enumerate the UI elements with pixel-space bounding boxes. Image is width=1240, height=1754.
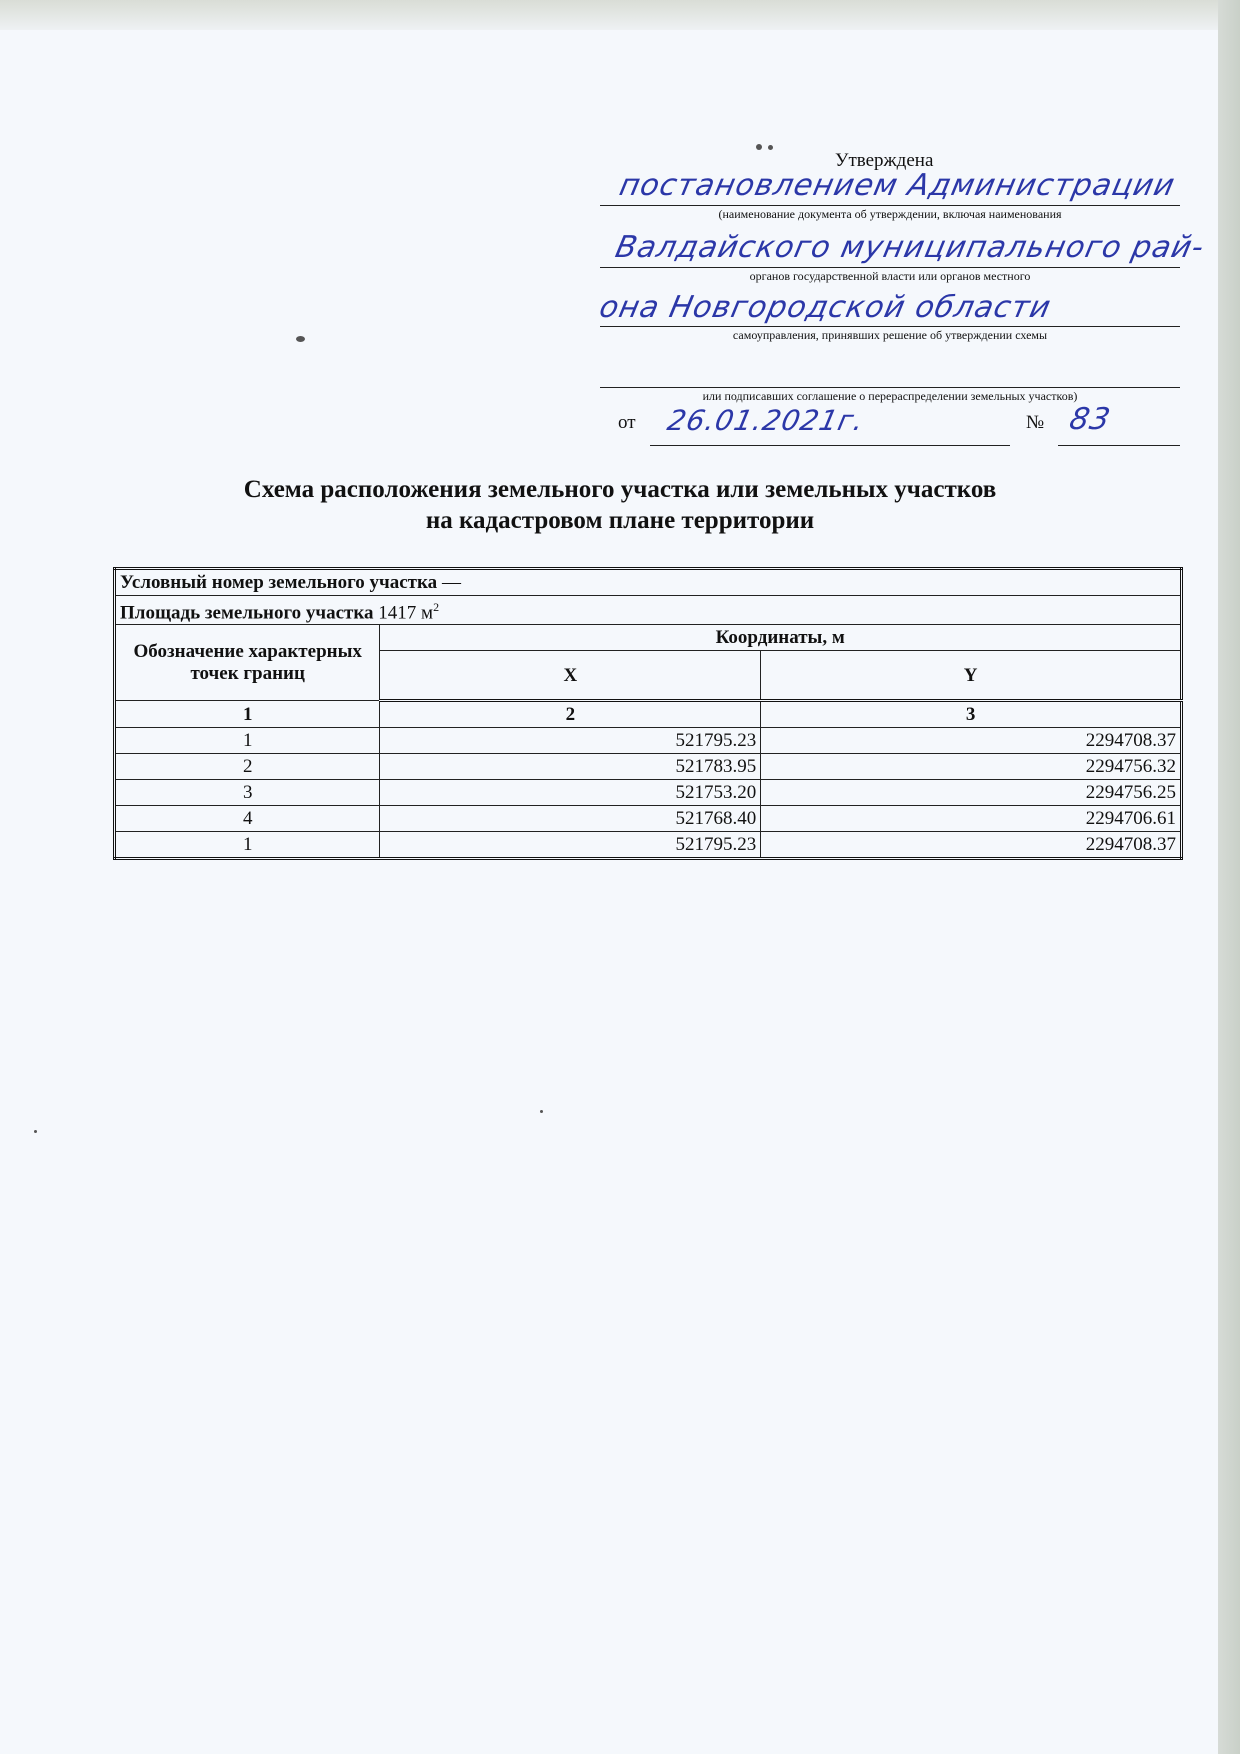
approval-line-1 [600,205,1180,206]
y-cell: 2294708.37 [761,728,1182,754]
point-cell: 4 [115,806,380,832]
scan-speck [540,1110,543,1113]
handwritten-date: 26.01.2021г. [664,404,868,437]
x-cell: 521783.95 [380,754,761,780]
column-number: 2 [380,701,761,728]
date-label: от [618,412,636,433]
y-cell: 2294756.25 [761,780,1182,806]
title-line-2: на кадастровом плане территории [425,507,815,534]
x-cell: 521795.23 [380,832,761,859]
approved-title: Утверждена [835,150,934,171]
y-column-header: Y [761,651,1182,701]
table-row [115,728,1182,754]
point-cell: 2 [115,754,380,780]
approval-line-4 [600,387,1180,388]
column-number: 3 [761,701,1182,728]
handwritten-region-name: она Новгородской области [596,290,1055,325]
point-cell: 1 [115,728,380,754]
column-number-row [115,701,1182,728]
date-line [650,445,1010,446]
table-row [115,806,1182,832]
area-value: 1417 м [378,602,434,624]
handwritten-document-name: постановлением Администрации [616,168,1179,203]
scan-speck [756,144,762,150]
scan-speck [768,145,773,150]
coordinates-table [113,567,1183,860]
column-number: 1 [115,701,380,728]
approval-caption-1: (наименование документа об утверждении, включая наименования [718,207,1062,221]
header-row-1 [115,625,1182,651]
points-column-header: Обозначение характерных точек границ [115,625,380,701]
title-line-1: Схема расположения земельного участка или земельных участков [243,476,997,503]
number-label: № [1026,412,1045,433]
scan-top-edge [0,0,1240,30]
y-cell: 2294708.37 [761,832,1182,859]
x-cell: 521753.20 [380,780,761,806]
plot-number-value: — [441,572,461,593]
coordinates-column-header: Координаты, м [380,625,1182,651]
y-cell: 2294756.32 [761,754,1182,780]
table-row [115,832,1182,859]
approval-line-3 [600,326,1180,327]
approval-caption-2: органов государственной власти или органов местного [749,269,1031,283]
x-cell: 521795.23 [380,728,761,754]
approval-line-2 [600,267,1180,268]
area-row [115,596,1182,625]
table-row [115,754,1182,780]
plot-number-label: Условный номер земельного участка [120,572,438,593]
point-cell: 1 [115,832,380,859]
area-unit-superscript: 2 [433,600,440,614]
number-line [1058,445,1180,446]
scan-right-edge [1218,0,1240,1754]
approval-caption-3: самоуправления, принявших решение об утверждении схемы [732,328,1048,342]
table-row [115,780,1182,806]
scan-speck [34,1130,37,1133]
scan-speck [296,336,305,342]
document-page [0,30,1218,1754]
approval-caption-4: или подписавших соглашение о перераспределении земельных участков) [702,389,1078,403]
x-column-header: X [380,651,761,701]
plot-number-row [115,569,1182,596]
x-cell: 521768.40 [380,806,761,832]
area-label: Площадь земельного участка [120,602,374,624]
y-cell: 2294706.61 [761,806,1182,832]
handwritten-authority-name: Валдайского муниципального рай- [612,230,1208,265]
point-cell: 3 [115,780,380,806]
handwritten-number: 83 [1066,402,1114,437]
document-title [0,474,1240,536]
